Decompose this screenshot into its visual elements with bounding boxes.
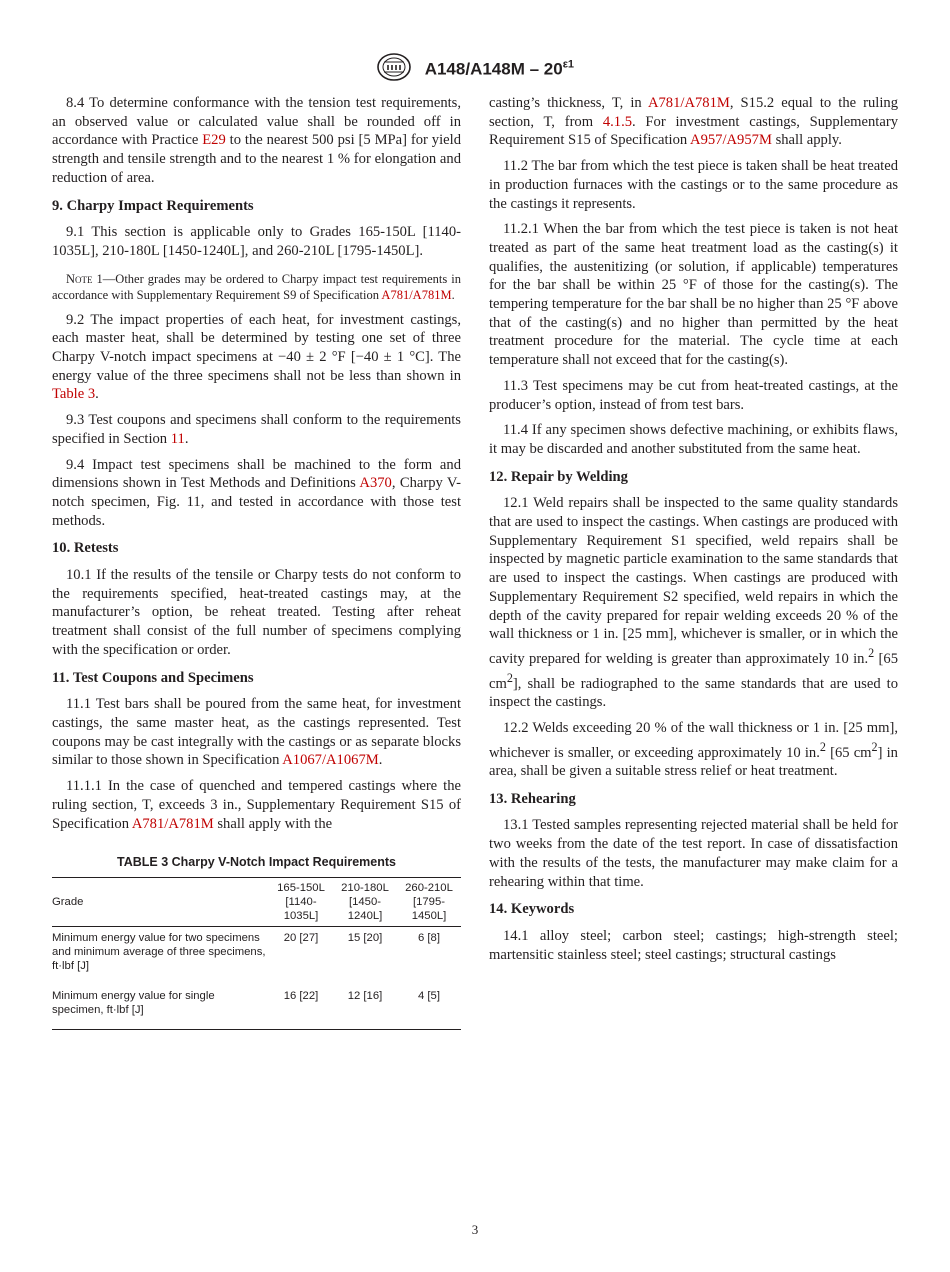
paragraph-11-1: 11.1 Test bars shall be poured from the same heat, for investment castings, the same master heat, as the castings represented. Test coupons may be cast integrally with the castings or as separate blocks similar to those shown in Specification A1067/A1067M. — [52, 696, 461, 769]
paragraph-12-1: 12.1 Weld repairs shall be inspected to the same quality standards that are used to inspect the castings. When castings are produced with Supplementary Requirement S1 specified, weld repairs shall be inspected by magnetic particle examination to the same standards that are used to inspect the castings. When castings are produced with Supplementary Requirement S2 specified, weld repairs in which the depth of the cavity prepared for repair welding exceeds 20 % of the wall thickness or 1 in. [25 mm], whichever is smaller, or in which the cavity prepared for welding is greater than approximately 10 in.$^2$ [65 $cm^2$], shall be radiographed to the same standards that are used to inspect the castings. — [489, 495, 898, 711]
link-a781-11-1-1[interactable]: A781/A781M — [131, 815, 214, 832]
paragraph-11-4: 11.4 If any specimen shows defective machining, or exhibits flaws, it may be discarded and another substituted from the same heat. — [489, 422, 898, 457]
row-label: Minimum energy value for two specimens and minimum average of three specimens, ft·lbf [J] — [52, 931, 266, 972]
section-heading-13: 13. Rehearing — [489, 790, 576, 807]
paragraph-11-2: 11.2 The bar from which the test piece is taken shall be heat treated in production furnaces with the castings or to the same procedure as the castings it represents. — [489, 158, 898, 212]
section-heading-9: 9. Charpy Impact Requirements — [52, 197, 254, 214]
table-3 — [52, 877, 461, 1030]
table-row — [52, 985, 461, 1030]
row-label: Minimum energy value for single specimen, ft·lbf [J] — [52, 989, 215, 1016]
document-designation: A148/A148M – 20 — [424, 59, 563, 79]
left-column — [52, 94, 461, 1030]
section-heading-10: 10. Retests — [52, 540, 119, 557]
paragraph-11-2-1: 11.2.1 When the bar from which the test piece is taken is not heat treated as part of the same heat treatment load as the casting(s) it qualifies, the austenitizing (or solution, if applicable) temperatures for the bar shall be within 25 °F of those for the casting(s). The tempering temperature for the bar shall be no higher than 25 °F above that of the casting(s) and no higher than permitted by the heat treatment procedure for the material. The cycle time at each temperature shall not exceed that for the casting(s). — [489, 221, 898, 369]
paragraph-9-2: 9.2 The impact properties of each heat, for investment castings, each master heat, shall be determined by testing one set of three Charpy V-notch impact specimens at −40 ± 2 °F [−40 ± 1 °C]. The energy value of the three specimens shall not be less than shown in Table 3. — [52, 311, 461, 403]
table-header-row — [52, 877, 461, 926]
col-header-grade: Grade — [52, 895, 84, 908]
col-header: 260-210L [1795-1450L] — [405, 881, 453, 922]
astm-logo — [376, 52, 412, 87]
paragraph-11-1-1: 11.1.1 In the case of quenched and tempered castings where the ruling section, T, exceeds 3 in., Supplementary Requirement S15 of Specification A781/A781M shall apply with the — [52, 778, 461, 832]
link-section-11[interactable]: 11 — [170, 430, 185, 447]
note-1: Note 1—Other grades may be ordered to Charpy impact test requirements in accordance with Supplementary Requirement S9 of Specification A781/A781M. — [52, 271, 461, 302]
link-a1067[interactable]: A1067/A1067M — [282, 752, 379, 769]
table-row — [52, 926, 461, 985]
table-cell: 16 [22] — [283, 989, 319, 1002]
table-cell: 6 [8] — [418, 931, 440, 944]
page-header — [0, 52, 950, 87]
section-heading-14: 14. Keywords — [489, 901, 575, 918]
paragraph-8-4: 8.4 To determine conformance with the tension test requirements, an observed value or calculated value shall be rounded off in accordance with Practice E29 to the nearest 500 psi [5 MPa] for yield strength and tensile strength and to the nearest 1 % for elongation and reduction of area. — [52, 95, 461, 186]
col-header: 210-180L [1450-1240L] — [341, 881, 389, 922]
paragraph-14-1: 14.1 alloy steel; carbon steel; castings; high-strength steel; martensitic stainless steel; steel castings; structural castings — [489, 928, 898, 963]
table-cell: 15 [20] — [347, 931, 383, 944]
paragraph-11-1-1-continued: casting’s thickness, T, in A781/A781M, S15.2 equal to the ruling section, T, from 4.1.5. For investment castings, Supplementary Requirement S15 of Specification A957/A957M shall apply. — [489, 95, 898, 149]
table-cell: 12 [16] — [347, 989, 383, 1002]
paragraph-9-3: 9.3 Test coupons and specimens shall conform to the requirements specified in Section 11. — [52, 412, 461, 447]
section-heading-11: 11. Test Coupons and Specimens — [52, 669, 254, 686]
right-column — [489, 94, 898, 971]
paragraph-12-2: 12.2 Welds exceeding 20 % of the wall thickness or 1 in. [25 mm], whichever is smaller, or exceeding approximately 10 in.$^2$ [65 $cm^2$] in area, shall be given a suitable stress relief or heat treatment. — [489, 719, 898, 780]
link-a370[interactable]: A370 — [359, 475, 392, 492]
link-a781-note[interactable]: A781/A781M — [381, 287, 452, 302]
paragraph-13-1: 13.1 Tested samples representing rejected material shall be held for two weeks from the date of the test report. In case of dissatisfaction with the results of the tests, the manufacturer may make claim for a rehearing within that time. — [489, 817, 898, 890]
section-heading-12: 12. Repair by Welding — [489, 468, 628, 485]
paragraph-11-3: 11.3 Test specimens may be cut from heat-treated castings, at the producer’s option, instead of from test bars. — [489, 377, 898, 413]
edition-superscript: ε1 — [562, 58, 575, 71]
link-e29[interactable]: E29 — [202, 132, 226, 149]
paragraph-10-1: 10.1 If the results of the tensile or Charpy tests do not conform to the requirements specified, heat-treated castings may, at the manufacturer’s option, be reheat treated. Testing after reheat treatment shall consist of the full number of specimens complying with the specification or order. — [52, 567, 461, 658]
paragraph-9-4: 9.4 Impact test specimens shall be machined to the form and dimensions shown in Test Methods and Definitions A370, Charpy V-notch specimen, Fig. 11, and tested in accordance with those test methods. — [52, 456, 461, 529]
table-cell: 4 [5] — [418, 989, 440, 1002]
link-table-3[interactable]: Table 3 — [52, 386, 96, 403]
page-number: 3 — [471, 1222, 479, 1237]
table-cell: 20 [27] — [283, 931, 319, 944]
table-3-title: TABLE 3 Charpy V-Notch Impact Requirements — [117, 855, 396, 870]
col-header: 165-150L [1140-1035L] — [277, 881, 325, 922]
paragraph-9-1: 9.1 This section is applicable only to Grades 165-150L [1140-1035L], 210-180L [1450-1240L], and 260-210L [1795-1450L]. — [52, 224, 461, 259]
link-a957[interactable]: A957/A957M — [690, 132, 772, 149]
link-a781-cont[interactable]: A781/A781M — [647, 95, 730, 111]
link-4-1-5[interactable]: 4.1.5 — [602, 113, 633, 130]
